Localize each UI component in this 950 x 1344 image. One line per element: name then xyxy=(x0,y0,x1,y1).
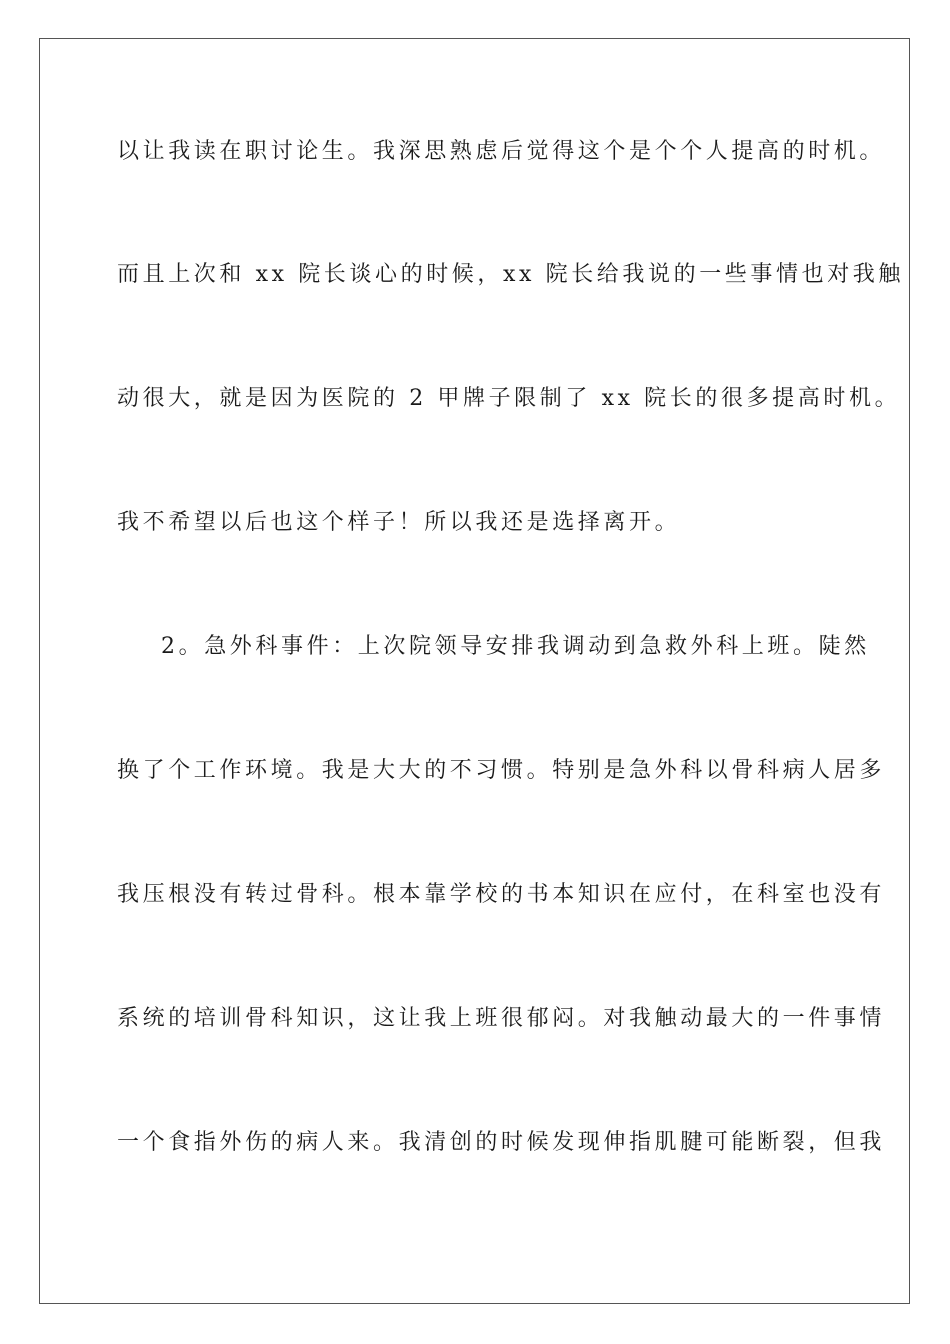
text-line-9: 一个食指外伤的病人来。我清创的时候发现伸指肌腱可能断裂，但我 xyxy=(117,1130,886,1155)
text-line-5-paragraph-start: 2。急外科事件：上次院领导安排我调动到急救外科上班。陡然 xyxy=(161,634,870,659)
text-line-4: 我不希望以后也这个样子！所以我还是选择离开。 xyxy=(117,510,681,535)
text-line-6: 换了个工作环境。我是大大的不习惯。特别是急外科以骨科病人居多 xyxy=(117,758,886,783)
text-line-2: 而且上次和 xx 院长谈心的时候，xx 院长给我说的一些事情也对我触 xyxy=(117,262,905,287)
text-line-8: 系统的培训骨科知识，这让我上班很郁闷。对我触动最大的一件事情 xyxy=(117,1006,886,1031)
text-line-3: 动很大，就是因为医院的 2 甲牌子限制了 xx 院长的很多提高时机。 xyxy=(117,386,901,411)
text-line-1: 以让我读在职讨论生。我深思熟虑后觉得这个是个个人提高的时机。 xyxy=(117,139,886,164)
text-line-7: 我压根没有转过骨科。根本靠学校的书本知识在应付，在科室也没有 xyxy=(117,882,886,907)
page-border xyxy=(39,38,910,1304)
